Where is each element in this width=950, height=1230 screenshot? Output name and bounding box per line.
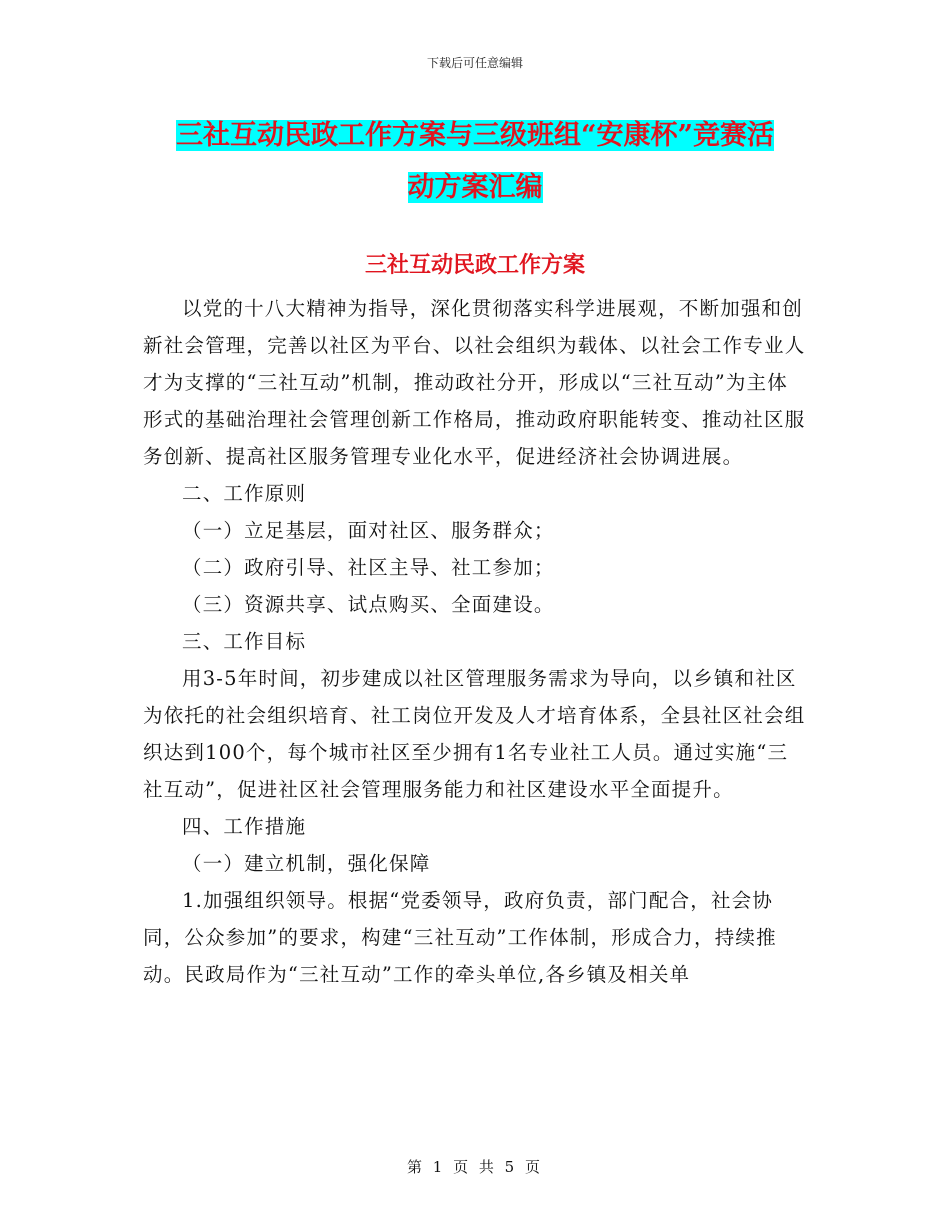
- paragraph-goals: 用3-5年时间，初步建成以社区管理服务需求为导向，以乡镇和社区为依托的社会组织培育、社工岗位开发及人才培育体系，全县社区社会组织达到100个，每个城市社区至少拥有1名专业社工人员。通过实施“三社互动”，促进社区社会管理服务能力和社区建设水平全面提升。: [143, 667, 806, 801]
- document-title-line-1: 三社互动民政工作方案与三级班组“安康杯”竞赛活: [175, 120, 775, 151]
- list-item: （二）政府引导、社区主导、社工参加；: [182, 556, 555, 579]
- document-body: [143, 290, 808, 993]
- list-item: （一）立足基层，面对社区、服务群众；: [182, 519, 555, 542]
- list-item: （三）资源共享、试点购买、全面建设。: [182, 593, 555, 616]
- subheading-mechanism: （一）建立机制，强化保障: [182, 852, 431, 875]
- heading-measures: 四、工作措施: [182, 815, 307, 838]
- document-title-line-2: 动方案汇编: [407, 172, 543, 203]
- header-note: 下载后可任意编辑: [426, 56, 523, 70]
- paragraph-intro: 以党的十八大精神为指导，深化贯彻落实科学进展观，不断加强和创新社会管理，完善以社区为平台、以社会组织为载体、以社会工作专业人才为支撑的“三社互动”机制，推动政社分开，形成以“三社互动”为主体形式的基础治理社会管理创新工作格局，推动政府职能转变、推动社区服务创新、提高社区服务管理专业化水平，促进经济社会协调进展。: [143, 297, 806, 468]
- document-title: [145, 110, 805, 214]
- heading-principles: 二、工作原则: [182, 482, 307, 505]
- heading-goals: 三、工作目标: [182, 630, 307, 653]
- page-number-footer: 第 1 页 共 5 页: [407, 1158, 543, 1176]
- section-title: 三社互动民政工作方案: [364, 252, 585, 278]
- paragraph-organization: 1.加强组织领导。根据“党委领导，政府负责，部门配合，社会协同，公众参加”的要求，构建“三社互动”工作体制，形成合力，持续推动。民政局作为“三社互动”工作的牵头单位,各乡镇及相关单: [143, 889, 777, 986]
